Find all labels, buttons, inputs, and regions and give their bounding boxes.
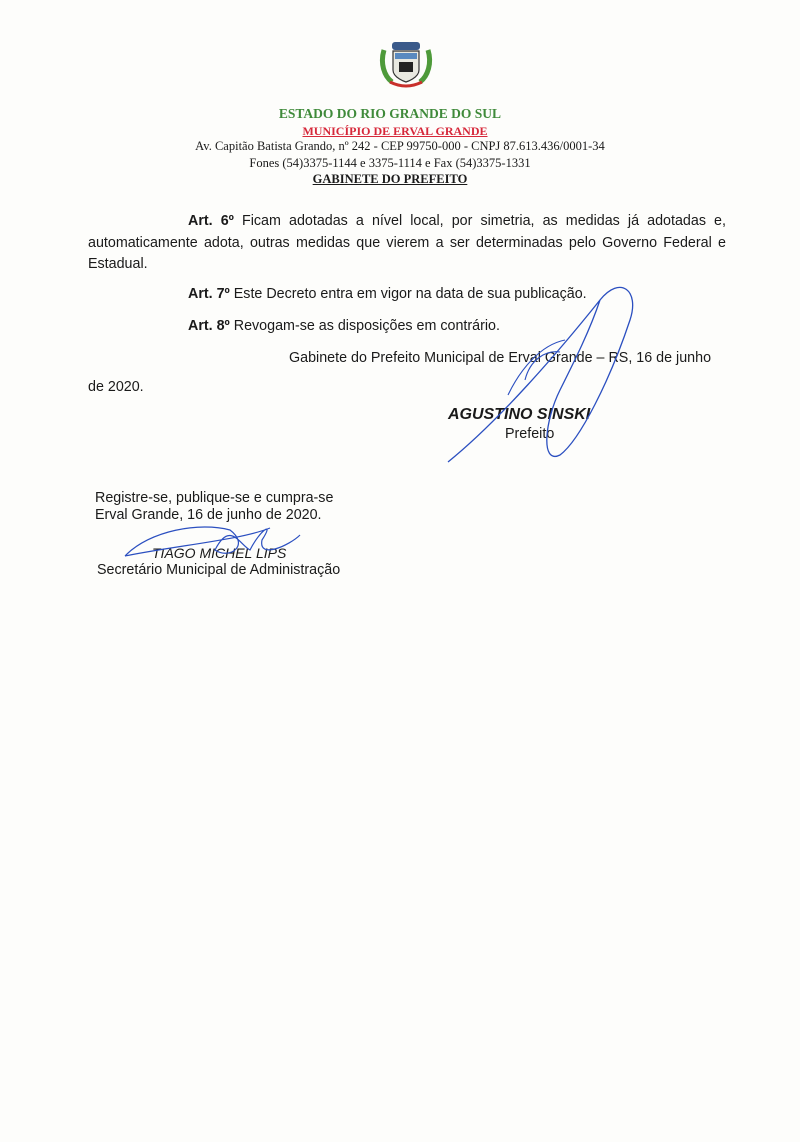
- article-text: Este Decreto entra em vigor na data de sua publicação.: [229, 286, 587, 302]
- state-heading: ESTADO DO RIO GRANDE DO SUL: [278, 106, 502, 121]
- secretary-title: Secretário Municipal de Administração: [97, 562, 341, 578]
- office-heading: GABINETE DO PREFEITO: [312, 172, 468, 186]
- register-line-1: Registre-se, publique-se e cumpra-se: [95, 490, 334, 506]
- article-text: Ficam adotadas a nível local, por simetria, as medidas já adotadas e, automaticamente adota, outras medidas que vierem a ser determinadas pelo Governo Federal e Estadual.: [88, 213, 726, 272]
- register-line-2: Erval Grande, 16 de junho de 2020.: [95, 507, 322, 523]
- municipality-heading: MUNICÍPIO DE ERVAL GRANDE: [302, 124, 488, 138]
- closing-line-1: Gabinete do Prefeito Municipal de Erval Grande – RS, 16 de junho: [289, 350, 712, 366]
- mayor-name: AGUSTINO SINSKI: [448, 406, 591, 423]
- secretary-name: TIAGO MICHEL LIPS: [152, 545, 287, 561]
- mayor-title: Prefeito: [505, 426, 555, 442]
- address-line: Av. Capitão Batista Grando, nº 242 - CEP 99750-000 - CNPJ 87.613.436/0001-34: [195, 139, 605, 153]
- article-8: [188, 316, 500, 338]
- article-7: [188, 284, 587, 306]
- phones-line: Fones (54)3375-1144 e 3375-1114 e Fax (54)3375-1331: [249, 156, 531, 170]
- article-label: Art. 8º: [188, 318, 230, 334]
- article-label: Art. 7º: [188, 286, 230, 302]
- article-label: Art. 6º: [188, 213, 234, 229]
- coat-of-arms-logo: [378, 38, 434, 88]
- closing-line-2: de 2020.: [88, 379, 144, 395]
- article-6: [88, 211, 726, 276]
- article-text: Revogam-se as disposições em contrário.: [229, 318, 500, 334]
